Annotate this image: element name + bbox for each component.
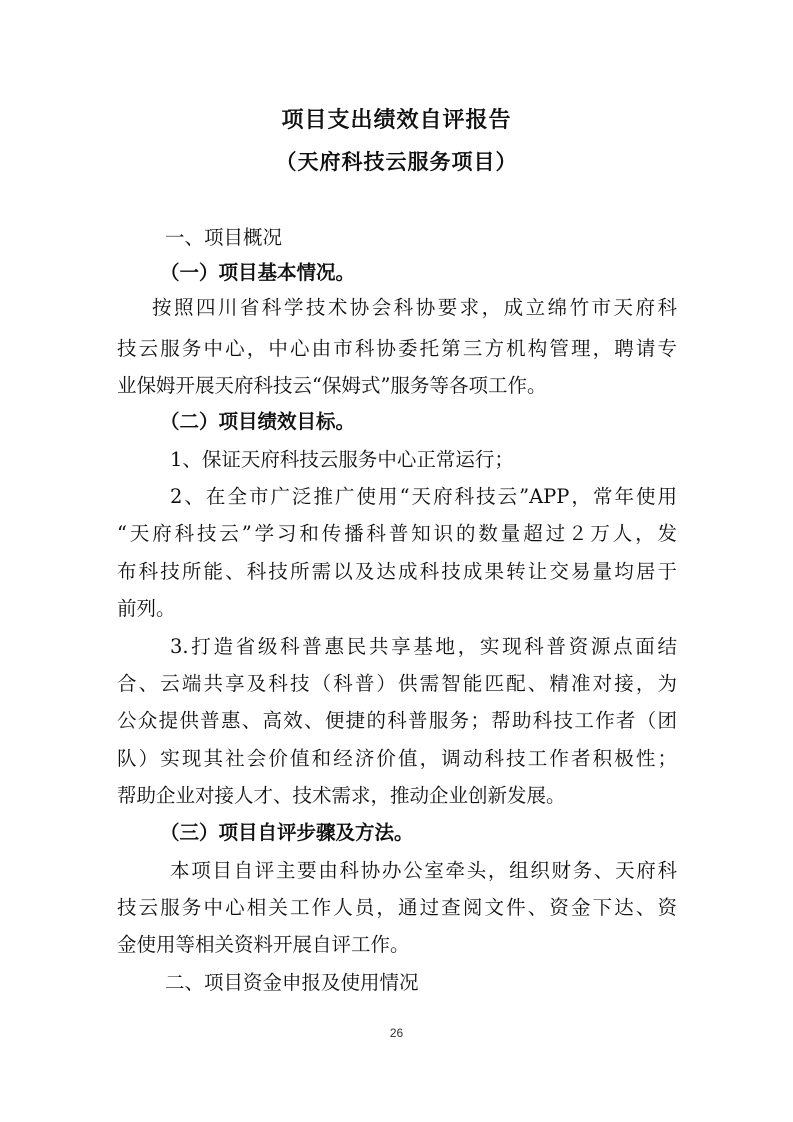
subsection-heading-method: （三）项目自评步骤及方法。 <box>160 821 414 844</box>
section-heading-funding: 二、项目资金申报及使用情况 <box>165 971 419 994</box>
report-subtitle: （天府科技云服务项目） <box>275 150 518 174</box>
paragraph-line: 前列。 <box>117 597 176 620</box>
paragraph-line: 布科技所能、科技所需以及达成科技成果转让交易量均居于 <box>117 560 677 583</box>
paragraph-line: 合、云端共享及科技（科普）供需智能匹配、精准对接，为 <box>117 672 677 695</box>
paragraph-line: 金使用等相关资料开展自评工作。 <box>117 933 410 956</box>
section-heading-overview: 一、项目概况 <box>165 226 283 249</box>
subsection-heading-goals: （二）项目绩效目标。 <box>160 410 356 433</box>
paragraph-line: 队）实现其社会价值和经济价值，调动科技工作者积极性； <box>117 747 677 770</box>
goal-item-1: 1、保证天府科技云服务中心正常运行； <box>170 448 514 471</box>
subsection-heading-basic-info: （一）项目基本情况。 <box>160 261 356 284</box>
paragraph-line: 本项目自评主要由科协办公室牵头，组织财务、天府科 <box>170 859 677 882</box>
page-number: 26 <box>389 1026 404 1040</box>
paragraph-line: 技云服务中心相关工作人员，通过查阅文件、资金下达、资 <box>117 896 677 919</box>
paragraph-line: 按照四川省科学技术协会科协要求，成立绵竹市天府科 <box>152 296 677 319</box>
paragraph-line: “天府科技云”学习和传播科普知识的数量超过２万人，发 <box>117 522 677 545</box>
paragraph-line: 帮助企业对接人才、技术需求，推动企业创新发展。 <box>117 784 566 807</box>
paragraph-line: 3.打造省级科普惠民共享基地，实现科普资源点面结 <box>170 635 677 658</box>
paragraph-line: 2、在全市广泛推广使用“天府科技云”APP，常年使用 <box>170 485 677 508</box>
paragraph-line: 公众提供普惠、高效、便捷的科普服务；帮助科技工作者（团 <box>117 709 677 732</box>
paragraph-line: 技云服务中心，中心由市科协委托第三方机构管理，聘请专 <box>117 337 677 360</box>
paragraph-line: 业保姆开展天府科技云“保姆式”服务等各项工作。 <box>117 374 547 397</box>
report-title: 项目支出绩效自评报告 <box>281 108 512 133</box>
